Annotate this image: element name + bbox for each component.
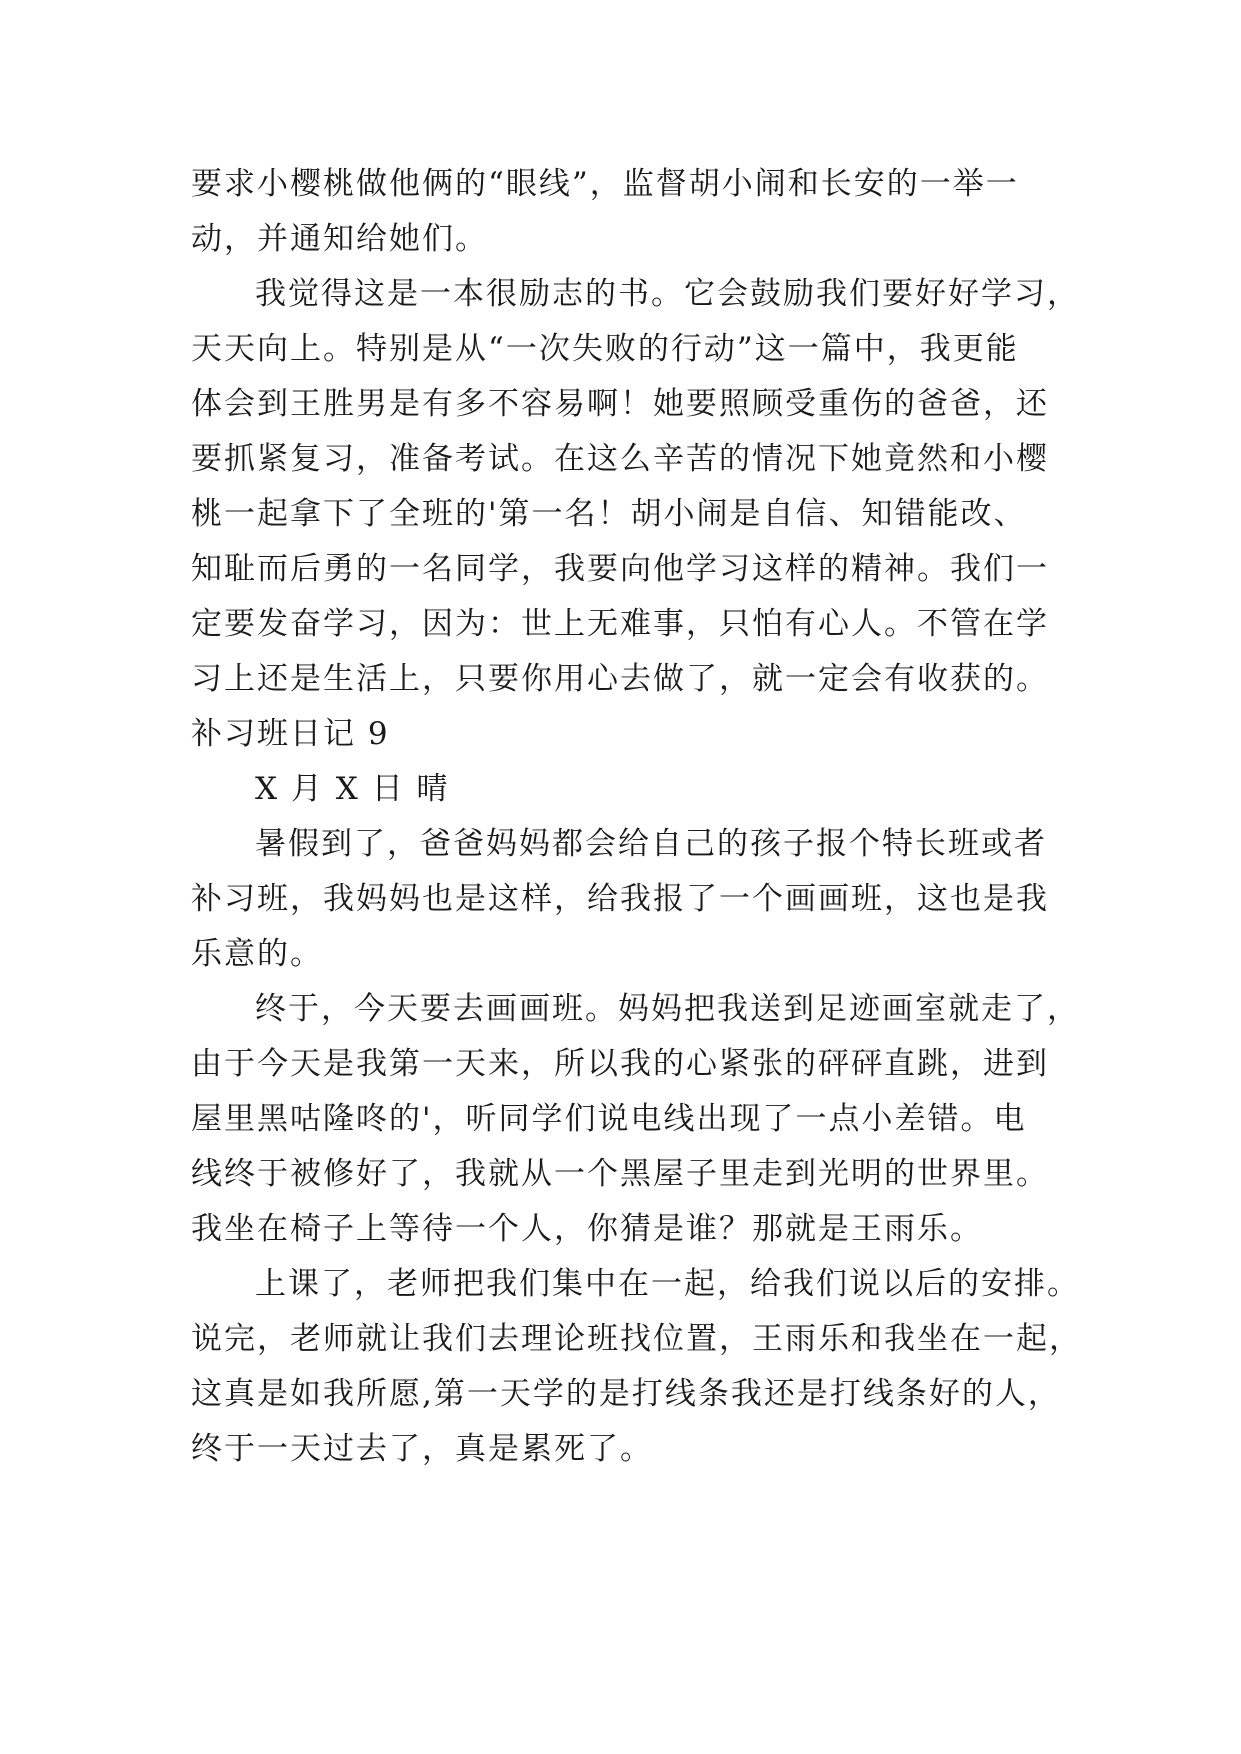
text-line-17: 由于今天是我第一天来，所以我的心紧张的砰砰直跳，进到 [191, 1046, 1049, 1082]
paragraph-start-line-3: 我觉得这是一本很励志的书。它会鼓励我们要好好学习， [255, 276, 1080, 312]
text-line-10: 习上还是生活上，只要你用心去做了，就一定会有收获的。 [191, 661, 1049, 697]
diary-date-line: X 月 X 日 晴 [255, 771, 450, 807]
paragraph-start-line-16: 终于，今天要去画画班。妈妈把我送到足迹画室就走了， [255, 991, 1080, 1027]
document-body [191, 157, 1091, 1477]
text-line-8: 知耻而后勇的一名同学，我要向他学习这样的精神。我们一 [191, 551, 1049, 587]
text-line-6: 要抓紧复习，准备考试。在这么辛苦的情况下她竟然和小樱 [191, 441, 1049, 477]
text-line-1: 要求小樱桃做他俩的“眼线”，监督胡小闹和长安的一举一 [191, 166, 1019, 202]
text-line-23: 这真是如我所愿,第一天学的是打线条我还是打线条好的人， [191, 1376, 1061, 1412]
text-line-22: 说完，老师就让我们去理论班找位置，王雨乐和我坐在一起， [191, 1321, 1082, 1357]
text-line-19: 线终于被修好了，我就从一个黑屋子里走到光明的世界里。 [191, 1156, 1049, 1192]
text-line-20: 我坐在椅子上等待一个人，你猜是谁？那就是王雨乐。 [191, 1211, 983, 1247]
text-line-5: 体会到王胜男是有多不容易啊！她要照顾受重伤的爸爸，还 [191, 386, 1049, 422]
text-line-7: 桃一起拿下了全班的'第一名！胡小闹是自信、知错能改、 [191, 496, 1027, 532]
text-line-24: 终于一天过去了，真是累死了。 [191, 1431, 653, 1467]
paragraph-start-line-21: 上课了，老师把我们集中在一起，给我们说以后的安排。 [255, 1266, 1080, 1302]
text-line-4: 天天向上。特别是从“一次失败的行动”这一篇中，我更能 [191, 331, 1019, 367]
text-line-9: 定要发奋学习，因为：世上无难事，只怕有心人。不管在学 [191, 606, 1049, 642]
paragraph-start-line-13: 暑假到了，爸爸妈妈都会给自己的孩子报个特长班或者 [255, 826, 1047, 862]
text-line-15: 乐意的。 [191, 936, 323, 972]
text-line-2: 动，并通知给她们。 [191, 221, 488, 257]
section-heading: 补习班日记 9 [191, 716, 390, 752]
text-line-14: 补习班，我妈妈也是这样，给我报了一个画画班，这也是我 [191, 881, 1049, 917]
text-line-18: 屋里黑咕隆咚的'，听同学们说电线出现了一点小差错。电 [191, 1101, 1027, 1137]
